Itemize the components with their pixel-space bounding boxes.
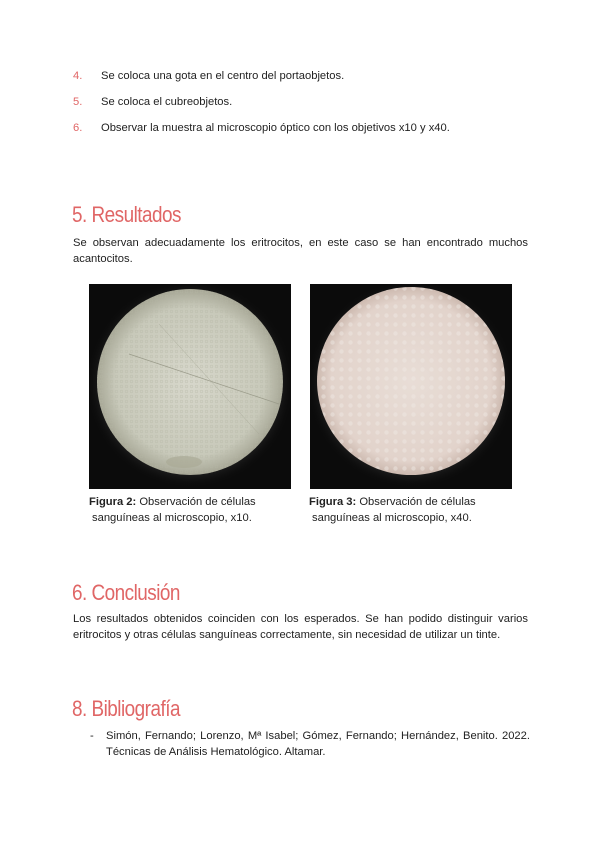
bibliography-dash: - (90, 730, 94, 742)
figure-2-text-line1: Observación de células (139, 496, 256, 508)
figure-2-image (89, 284, 291, 489)
section-heading-conclusion: 6. Conclusión (72, 580, 180, 605)
step-number: 5. (73, 96, 83, 108)
step-text: Observar la muestra al microscopio óptico con los objetivos x10 y x40. (101, 122, 450, 134)
resultados-paragraph: Se observan adecuadamente los eritrocitos, en este caso se han encontrado muchos acantocitos. (73, 237, 528, 265)
conclusion-paragraph: Los resultados obtenidos coinciden con los esperados. Se han podido distinguir varios eritrocitos y otras células sanguíneas correctamente, sin necesidad de utilizar un tinte. (73, 613, 528, 641)
step-number: 4. (73, 70, 83, 82)
step-text: Se coloca el cubreobjetos. (101, 96, 233, 108)
list-item (73, 96, 533, 122)
procedure-steps (73, 70, 533, 148)
figure-2-label: Figura 2: (89, 496, 137, 508)
microscope-x40-image (310, 284, 512, 489)
figure-3-text-line2: sanguíneas al microscopio, x40. (312, 512, 472, 524)
list-item (73, 70, 533, 96)
bibliography-entry: Simón, Fernando; Lorenzo, Mª Isabel; Gómez, Fernando; Hernández, Benito. 2022. Técnicas de Análisis Hematológico. Altamar. (106, 730, 530, 758)
bibliography-list (90, 728, 530, 760)
figure-3-image (310, 284, 512, 489)
step-number: 6. (73, 122, 83, 134)
figure-3-text-line1: Observación de células (359, 496, 476, 508)
section-heading-resultados: 5. Resultados (72, 202, 181, 227)
figure-2-text-line2: sanguíneas al microscopio, x10. (92, 512, 252, 524)
microscope-x10-image (89, 284, 291, 489)
step-text: Se coloca una gota en el centro del portaobjetos. (101, 70, 345, 82)
figure-2-caption (89, 494, 299, 526)
figure-3-caption (309, 494, 519, 526)
figure-3-label: Figura 3: (309, 496, 357, 508)
list-item (73, 122, 533, 148)
section-heading-bibliografia: 8. Bibliografía (72, 696, 180, 721)
